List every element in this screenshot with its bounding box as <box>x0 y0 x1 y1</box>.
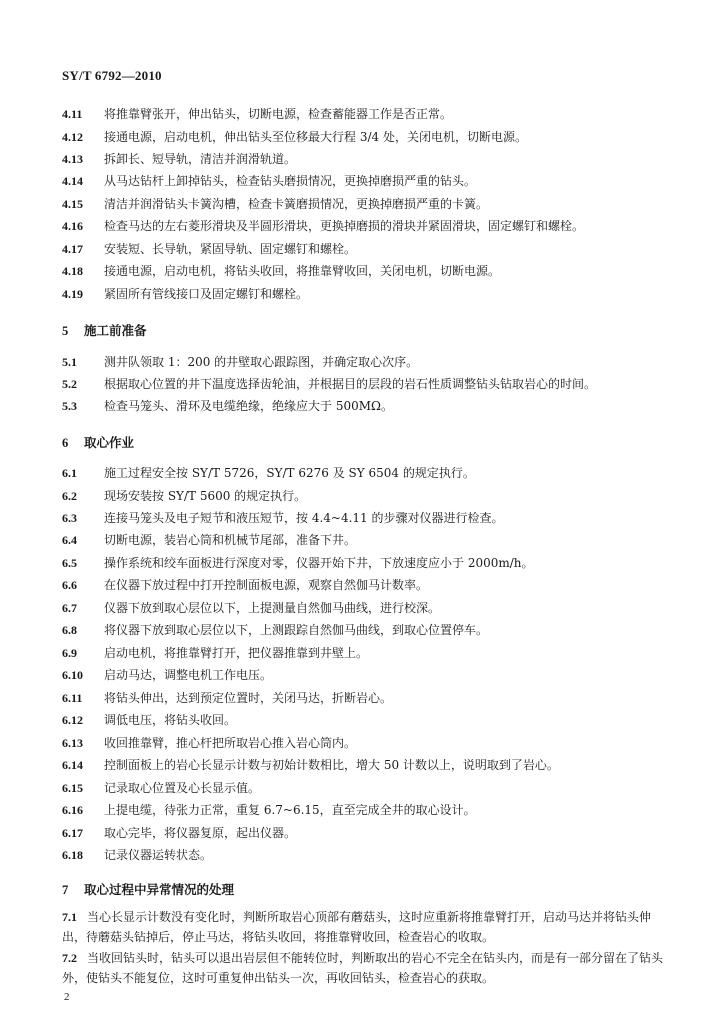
clause-4-17 <box>62 242 672 256</box>
clause-6-9 <box>62 646 672 660</box>
clause-number: 4.17 <box>62 242 83 256</box>
clause-4-12 <box>62 130 672 144</box>
clause-6-1 <box>62 466 672 480</box>
clause-number: 4.13 <box>62 152 83 166</box>
clause-number: 4.19 <box>62 287 83 301</box>
section-7-heading <box>62 880 234 898</box>
clause-6-8 <box>62 623 672 637</box>
clause-4-19 <box>62 287 672 301</box>
clause-number: 5.1 <box>62 355 77 369</box>
section-title: 施工前准备 <box>84 323 147 338</box>
clause-text: 仪器下放到取心层位以下，上提测量自然伽马曲线，进行校深。 <box>104 601 441 615</box>
clause-number: 5.2 <box>62 377 77 391</box>
clause-text: 清洁并润滑钻头卡簧沟槽，检查卡簧磨损情况，更换掉磨损严重的卡簧。 <box>104 197 489 211</box>
clause-6-12 <box>62 713 672 727</box>
clause-number: 6.10 <box>62 668 83 682</box>
clause-5-2 <box>62 377 672 391</box>
clause-number: 4.12 <box>62 130 83 144</box>
clause-text: 在仪器下放过程中打开控制面板电源，观察自然伽马计数率。 <box>104 578 429 592</box>
clause-number: 6.9 <box>62 646 77 660</box>
clause-text: 从马达钻杆上卸掉钻头，检查钻头磨损情况，更换掉磨损严重的钻头。 <box>104 174 477 188</box>
clause-number: 4.18 <box>62 264 83 278</box>
clause-text: 启动电机，将推靠臂打开，把仪器推靠到井壁上。 <box>104 646 369 660</box>
clause-6-15 <box>62 781 672 795</box>
clause-number: 6.1 <box>62 466 77 480</box>
page-number: 2 <box>64 991 70 1003</box>
clause-number: 7.2 <box>62 951 77 965</box>
clause-6-4 <box>62 533 672 547</box>
section-title: 取心过程中异常情况的处理 <box>84 882 235 897</box>
section-title: 取心作业 <box>84 435 135 450</box>
clause-7-1 <box>62 907 672 947</box>
clause-text: 拆卸长、短导轨，清洁并润滑轨道。 <box>104 152 297 166</box>
clause-4-11 <box>62 107 672 121</box>
standard-code-header: SY/T 6792—2010 <box>62 68 162 83</box>
clause-text: 记录仪器运转状态。 <box>104 848 213 862</box>
clause-6-14 <box>62 758 672 772</box>
clause-6-3 <box>62 511 672 525</box>
clause-text: 上提电缆，待张力正常，重复 6.7~6.15，直至完成全井的取心设计。 <box>104 803 476 817</box>
clause-text: 控制面板上的岩心长显示计数与初始计数相比，增大 50 计数以上，说明取到了岩心。 <box>104 758 559 772</box>
clause-5-1 <box>62 355 672 369</box>
clause-text: 根据取心位置的井下温度选择齿轮油，并根据目的层段的岩石性质调整钻头钻取岩心的时间。 <box>104 377 597 391</box>
clause-number: 4.16 <box>62 219 83 233</box>
clause-text: 切断电源，装岩心筒和机械节尾部，准备下井。 <box>104 533 357 547</box>
clause-number: 6.15 <box>62 781 83 795</box>
clause-number: 6.17 <box>62 826 83 840</box>
clause-text: 调低电压，将钻头收回。 <box>104 713 237 727</box>
clause-text: 检查马笼头、滑环及电缆绝缘，绝缘应大于 500MΩ。 <box>104 399 393 413</box>
clause-5-3 <box>62 399 672 413</box>
clause-text: 接通电源，启动电机，伸出钻头至位移最大行程 3/4 处，关闭电机，切断电源。 <box>104 130 527 144</box>
clause-4-16 <box>62 219 672 233</box>
clause-text: 将推靠臂张开，伸出钻头，切断电源，检查蓄能器工作是否正常。 <box>104 107 453 121</box>
clause-text: 当心长显示计数没有变化时，判断所取岩心顶部有蘑菇头，这时应重新将推靠臂打开，启动马达并将钻头伸出，待蘑菇头钻掉后，停止马达，将钻头收回，将推靠臂收回，检查岩心的收取。 <box>62 910 652 944</box>
clause-number: 6.2 <box>62 489 77 503</box>
clause-text: 收回推靠臂，推心杆把所取岩心推入岩心筒内。 <box>104 736 357 750</box>
clause-6-2 <box>62 489 672 503</box>
clause-number: 6.5 <box>62 556 77 570</box>
clause-6-13 <box>62 736 672 750</box>
clause-number: 4.11 <box>62 107 83 121</box>
clause-6-5 <box>62 556 672 570</box>
clause-6-7 <box>62 601 672 615</box>
clause-number: 6.4 <box>62 533 77 547</box>
clause-text: 接通电源，启动电机，将钻头收回，将推靠臂收回，关闭电机，切断电源。 <box>104 264 501 278</box>
clause-7-2 <box>62 948 672 988</box>
clause-text: 当收回钻头时，钻头可以退出岩层但不能转位时，判断取出的岩心不完全在钻头内，而是有一部分留在了钻头外，使钻头不能复位，这时可重复伸出钻头一次，再收回钻头，检查岩心的获取。 <box>62 951 664 985</box>
clause-4-13 <box>62 152 672 166</box>
clause-text: 记录取心位置及心长显示值。 <box>104 781 261 795</box>
clause-number: 6.16 <box>62 803 83 817</box>
clause-text: 测井队领取 1：200 的井壁取心跟踪图，并确定取心次序。 <box>104 355 419 369</box>
clause-6-16 <box>62 803 672 817</box>
clause-6-10 <box>62 668 672 682</box>
clause-4-15 <box>62 197 672 211</box>
clause-number: 6.11 <box>62 691 83 705</box>
clause-text: 取心完毕，将仪器复原，起出仪器。 <box>104 826 297 840</box>
clause-text: 启动马达，调整电机工作电压。 <box>104 668 273 682</box>
clause-4-14 <box>62 174 672 188</box>
section-number: 7 <box>62 883 69 897</box>
clause-text: 现场安装按 SY/T 5600 的规定执行。 <box>104 489 307 503</box>
clause-text: 安装短、长导轨，紧固导轨、固定螺钉和螺栓。 <box>104 242 357 256</box>
section-number: 6 <box>62 436 69 450</box>
clause-number: 6.13 <box>62 736 83 750</box>
clause-text: 连接马笼头及电子短节和液压短节，按 4.4~4.11 的步骤对仪器进行检查。 <box>104 511 504 525</box>
clause-number: 6.18 <box>62 848 83 862</box>
clause-number: 4.15 <box>62 197 83 211</box>
clause-6-11 <box>62 691 672 705</box>
section-5-heading <box>62 321 147 339</box>
clause-text: 施工过程安全按 SY/T 5726，SY/T 6276 及 SY 6504 的规定执行。 <box>104 466 475 480</box>
clause-text: 检查马达的左右菱形滑块及半圆形滑块，更换掉磨损的滑块并紧固滑块，固定螺钉和螺栓。 <box>104 219 585 233</box>
clause-number: 6.12 <box>62 713 83 727</box>
clause-number: 6.7 <box>62 601 77 615</box>
clause-number: 6.14 <box>62 758 83 772</box>
clause-text: 操作系统和绞车面板进行深度对零，仪器开始下井，下放速度应小于 2000m/h。 <box>104 556 534 570</box>
clause-text: 将仪器下放到取心层位以下，上测跟踪自然伽马曲线，到取心位置停车。 <box>104 623 489 637</box>
clause-4-18 <box>62 264 672 278</box>
clause-6-17 <box>62 826 672 840</box>
clause-number: 6.6 <box>62 578 77 592</box>
clause-number: 5.3 <box>62 399 77 413</box>
section-number: 5 <box>62 324 69 338</box>
clause-number: 7.1 <box>62 910 77 924</box>
section-6-heading <box>62 433 134 451</box>
clause-number: 6.3 <box>62 511 77 525</box>
clause-text: 紧固所有管线接口及固定螺钉和螺栓。 <box>104 287 309 301</box>
clause-text: 将钻头伸出，达到预定位置时，关闭马达，折断岩心。 <box>104 691 393 705</box>
clause-number: 6.8 <box>62 623 77 637</box>
clause-number: 4.14 <box>62 174 83 188</box>
clause-6-6 <box>62 578 672 592</box>
clause-6-18 <box>62 848 672 862</box>
